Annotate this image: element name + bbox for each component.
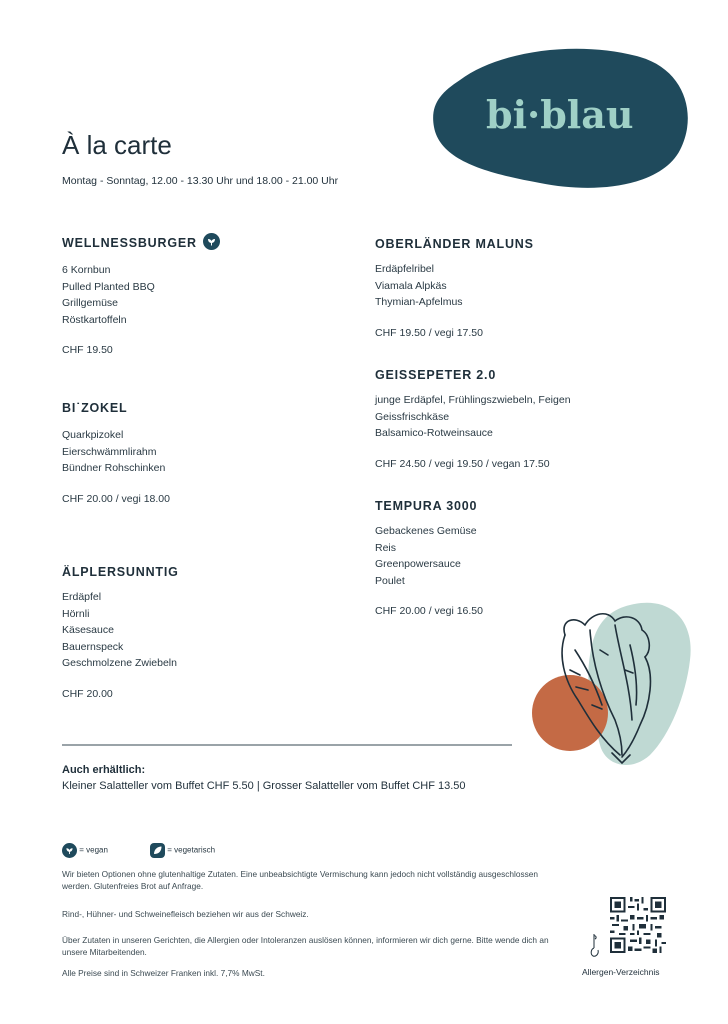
note-meat: Rind-, Hühner- und Schweinefleisch beziehen wir aus der Schweiz. bbox=[62, 909, 309, 919]
ingredient: Thymian-Apfelmus bbox=[375, 296, 463, 309]
ingredient: Gebackenes Gemüse bbox=[375, 525, 477, 537]
dish-title: TEMPURA 3000 bbox=[375, 499, 478, 513]
ingredient: 6 Kornbun bbox=[62, 264, 111, 276]
dish-price: CHF 24.50 / vegi 19.50 / vegan 17.50 bbox=[375, 457, 550, 470]
page-title: À la carte bbox=[62, 130, 172, 160]
dish-price: CHF 20.00 / vegi 18.00 bbox=[62, 492, 170, 505]
dish-title: ÄLPLERSUNNTIG bbox=[62, 565, 179, 579]
ingredient: Grillgemüse bbox=[62, 297, 119, 310]
ingredient: junge Erdäpfel, Frühlingszwiebeln, Feigen bbox=[375, 394, 571, 406]
note-prices: Alle Preise sind in Schweizer Franken inkl. 7,7% MwSt. bbox=[62, 968, 265, 978]
vegan-icon bbox=[203, 233, 220, 250]
dish-title: GEISSEPETER 2.0 bbox=[375, 368, 497, 382]
ingredient: Viamala Alpkäs bbox=[375, 279, 447, 292]
ingredient: Hörnli bbox=[62, 607, 90, 620]
ingredient: Bündner Rohschinken bbox=[62, 462, 166, 475]
ingredient: Balsamico-Rotweinsauce bbox=[375, 427, 493, 440]
vegetarian-icon bbox=[150, 843, 165, 858]
qr-code[interactable] bbox=[610, 897, 666, 953]
dish-title: WELLNESSBURGER bbox=[62, 235, 220, 252]
dish-wellnessburger bbox=[62, 235, 220, 356]
ingredient: Poulet bbox=[375, 574, 405, 587]
dish-tempura bbox=[375, 499, 483, 617]
ingredient: Eierschwämmlirahm bbox=[62, 445, 157, 458]
ingredient: Reis bbox=[375, 541, 397, 554]
qr-label: Allergen-Verzeichnis bbox=[582, 967, 660, 977]
dish-geissepeter bbox=[375, 368, 571, 470]
dish-title: BI˙ZOKEL bbox=[62, 401, 128, 415]
dish-aelplersunntig bbox=[62, 565, 179, 700]
ingredient: Geissfrischkäse bbox=[375, 410, 450, 423]
legend-vegetarian bbox=[150, 843, 215, 858]
divider bbox=[62, 744, 512, 746]
legend-label: = vegetarisch bbox=[167, 845, 216, 855]
logo: bi·blau bbox=[486, 92, 634, 137]
legend-label: = vegan bbox=[79, 845, 108, 855]
ingredient: Greenpowersauce bbox=[375, 558, 461, 571]
also-available-title: Auch erhältlich: bbox=[62, 764, 146, 776]
ingredient: Geschmolzene Zwiebeln bbox=[62, 657, 177, 670]
ingredient: Bauernspeck bbox=[62, 640, 124, 653]
ingredient: Erdäpfelribel bbox=[375, 263, 434, 275]
dish-title: OBERLÄNDER MALUNS bbox=[375, 237, 534, 251]
ingredient: Käsesauce bbox=[62, 624, 114, 637]
dish-price: CHF 20.00 / vegi 16.50 bbox=[375, 605, 483, 618]
legend-vegan bbox=[62, 843, 108, 858]
pointer-icon bbox=[587, 932, 603, 958]
ingredient: Quarkpizokel bbox=[62, 429, 124, 441]
also-available-text: Kleiner Salatteller vom Buffet CHF 5.50 | Grosser Salatteller vom Buffet CHF 13.50 bbox=[62, 780, 466, 792]
dish-price: CHF 20.00 bbox=[62, 687, 113, 700]
dish-maluns bbox=[375, 237, 534, 339]
note-allergens: Über Zutaten in unseren Gerichten, die Allergien oder Intoleranzen auslösen können, informieren wir dich gerne. Bitte wende dich an unsere Mitarbeitenden. bbox=[62, 935, 549, 958]
ingredient: Pulled Planted BBQ bbox=[62, 280, 155, 293]
vegan-icon bbox=[62, 843, 77, 858]
dish-bizokel bbox=[62, 401, 170, 505]
note-gluten: Wir bieten Optionen ohne glutenhaltige Zutaten. Eine unbeabsichtigte Vermischung kann jedoch nicht vollständig ausgeschlossen werden. Glutenfreies Brot auf Anfrage. bbox=[62, 869, 538, 892]
ingredient: Erdäpfel bbox=[62, 591, 102, 603]
opening-hours: Montag - Sonntag, 12.00 - 13.30 Uhr und 18.00 - 21.00 Uhr bbox=[62, 175, 339, 187]
dish-price: CHF 19.50 / vegi 17.50 bbox=[375, 326, 483, 339]
ingredient: Röstkartoffeln bbox=[62, 313, 127, 326]
dish-price: CHF 19.50 bbox=[62, 344, 113, 357]
lettuce-illustration bbox=[530, 595, 700, 770]
